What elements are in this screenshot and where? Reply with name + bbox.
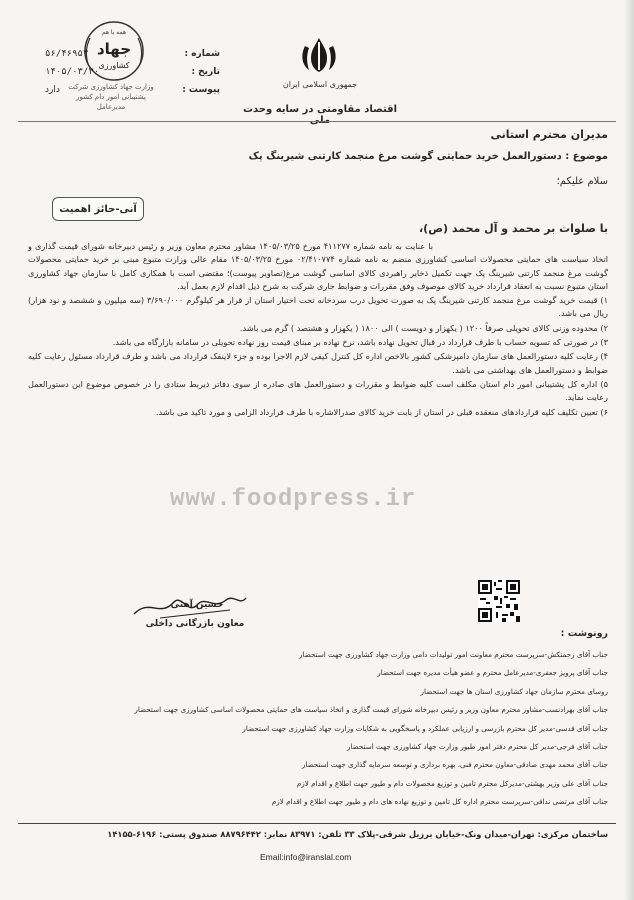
body-item-1: ۱) قیمت خرید گوشت مرغ منجمد کارتنی شیرینگ پک به صورت تحویل درب سردخانه تحت اختیار استان از قرار هر کیلوگرم ۳/۶۹۰/۰۰۰ (سه میلیون و ششصد و نود هزار) ریال می باشد.	[28, 295, 608, 319]
number-label: شماره :	[184, 49, 220, 59]
qr-code-icon	[478, 580, 520, 622]
watermark: www.foodpress.ir	[170, 486, 417, 513]
page-edge-shadow	[624, 0, 634, 900]
body-item-4: ۴) رعایت کلیه دستورالعمل های سازمان دامپزشکی کشور بالاخص اداره کل کنترل کیفی لازم الاجرا بوده و جزء لاینفک قرارداد می باشد و طرف قرارداد مسئول رعایت کلیه ضوابط و دستورالعمل های بهداشتی می باشد.	[28, 351, 608, 375]
attachment-label: پیوست :	[182, 85, 220, 95]
cc-item: جناب آقای زحمتکش-سرپرست محترم معاونت امور تولیدات دامی وزارت جهاد کشاورزی جهت استحضار	[299, 650, 608, 659]
signatory-title: معاون بازرگانی داخلی	[145, 619, 245, 629]
body-item-5: ۵) اداره کل پشتیبانی امور دام استان مکلف است کلیه ضوابط و مقررات و دستورالعمل های صادره از سوی دفاتر ذیربط ستادی را در خصوص موضوع این دستورالعمل رعایت نماید.	[28, 378, 608, 403]
footer-email: Email:info@iranslal.com	[260, 852, 352, 862]
svg-text:کشاورزی: کشاورزی	[98, 61, 130, 70]
slogan: اقتصاد مقاومتی در سایه وحدت	[242, 104, 398, 115]
body-item-6: ۶) تعیین تکلیف کلیه قراردادهای منعقده قبلی در استان از بابت خرید کالای صدرالاشاره با طرف قرارداد الزامی و مورد تاکید می باشد.	[155, 406, 608, 417]
ministry-note: وزارت جهاد کشاورزی شرکت پشتیبانی امور دام کشور مدیرعامل	[68, 83, 154, 111]
body-item-3: ۳) در صورتی که تسویه حساب با طرف قرارداد در قبال تحویل نهاده باشد، نرخ نهاده بر مبنای قیمت روز نهاده تحویلی در سامانه بازارگاه می باشد.	[112, 337, 608, 348]
salawat-line: با صلوات بر محمد و آل محمد (ص)،	[419, 222, 608, 235]
cc-item: جناب آقای محمد مهدی صادقی-معاون محترم فنی، بهره برداری و توسعه سرمایه گذاری جهت استحضار	[301, 760, 608, 770]
cc-title: رونوشت :	[560, 628, 608, 639]
body-item-2: ۲) محدوده وزنی کالای تحویلی صرفاً ۱۲۰۰ ( یکهزار و دویست ) الی ۱۸۰۰ ( یکهزار و هشتصد ) گرم می باشد.	[239, 322, 608, 333]
cc-list	[70, 646, 608, 812]
cc-item: جناب آقای فرجی-مدیر کل محترم دفتر امور طیور وزارت جهاد کشاورزی جهت استحضار	[347, 742, 608, 752]
cc-item: روسای محترم سازمان جهاد کشاورزی استان ها جهت استحضار	[420, 686, 608, 696]
date-label: تاریخ :	[191, 67, 220, 77]
cc-item: جناب آقای قدسی-مدیر کل محترم بازرسی و ارزیابی عملکرد و پاسخگویی به شکایات وزارت جهاد کشاورزی جهت استحضار	[242, 723, 608, 733]
priority-stamp: آنی-حائز اهمیت	[52, 197, 144, 221]
footer-address: ساختمان مرکزی: تهران-میدان ونک-خیابان برزیل شرقی-پلاک ۳۳ تلفن: ۸۳۹۷۱ نمابر: ۸۸۷۹۶۴۴۲ صندوق پستی: ۶۱۹۶-۱۴۱۵۵	[107, 829, 608, 839]
subject-label: موضوع :	[565, 151, 608, 162]
svg-text:جهاد: جهاد	[96, 40, 132, 58]
header-divider	[18, 121, 616, 122]
subject-text: دستورالعمل خرید حمایتی گوشت مرغ منجمد کارتنی شیرینگ پک	[248, 151, 562, 162]
letter-metadata	[45, 45, 220, 99]
letter-date: ۱۴۰۵/۰۳/۳۰	[45, 67, 100, 77]
svg-text:همه با هم: همه با هم	[101, 29, 127, 36]
letter-body	[28, 240, 608, 420]
iran-emblem-icon	[297, 36, 341, 74]
greeting: سلام علیکم؛	[556, 176, 608, 187]
cc-item: جناب آقای پرویز جعفری-مدیرعامل محترم و عضو هیأت مدیره جهت استحضار	[377, 668, 608, 678]
letter-number: ۵۶/۴۶۹۵۳	[45, 49, 89, 59]
cc-item: جناب آقای بهرادنسب-مشاور محترم معاون وزیر و رئیس دبیرخانه شورای قیمت گذاری و اتخاذ سیاست های حمایتی محصولات اساسی کشاورزی جهت استحضار	[134, 705, 608, 715]
body-paragraph-intro: با عنایت به نامه شماره ۴۱۱۲۷۷ مورخ ۱۴۰۵/۰۳/۲۵ مشاور محترم معاون وزیر و رئیس دبیرخانه شورای قیمت گذاری و اتخاذ سیاست های حمایتی محصولات اساسی کشاورزی منضم به نامه شماره ۰۲/۴۱۰۷۷۴ مورخ ۱۴۰۵/۰۳/۲۵ مقام عالی وزارت متبوع مبنی بر خرید حمایتی محصولات گوشت مرغ منجمد کارتنی شیرینگ پک جهت تکمیل ذخایر راهبردی کالای اساسی گوشت مرغ(تصاویر پیوست)؛ مقتضی است با همکاری کامل با سازمان جهاد کشاورزی استان متبوع نسبت به انعقاد قرارداد خرید کالای موصوف وفق مقررات و ضوابط جاری شرکت به شرح ذیل اقدام لازم بعمل آید.	[28, 241, 608, 291]
cc-item: جناب آقای علی وزیر بهشتی-مدیرکل محترم تامین و توزیع محصولات دام و طیور جهت اطلاع و اقدام لازم	[296, 778, 608, 788]
footer-divider	[18, 823, 616, 824]
attachment-value: دارد	[45, 85, 60, 95]
subject-line	[249, 151, 608, 162]
cc-item: جناب آقای مرتضی ندافی-سرپرست محترم اداره کل تامین و توزیع نهاده های دام و طیور جهت اطلاع و اقدام لازم	[271, 797, 608, 807]
republic-name: جمهوری اسلامی ایران	[282, 80, 358, 89]
signatory-name: حسین آهنی	[170, 600, 224, 610]
recipient: مدیران محترم استانی	[490, 128, 608, 141]
